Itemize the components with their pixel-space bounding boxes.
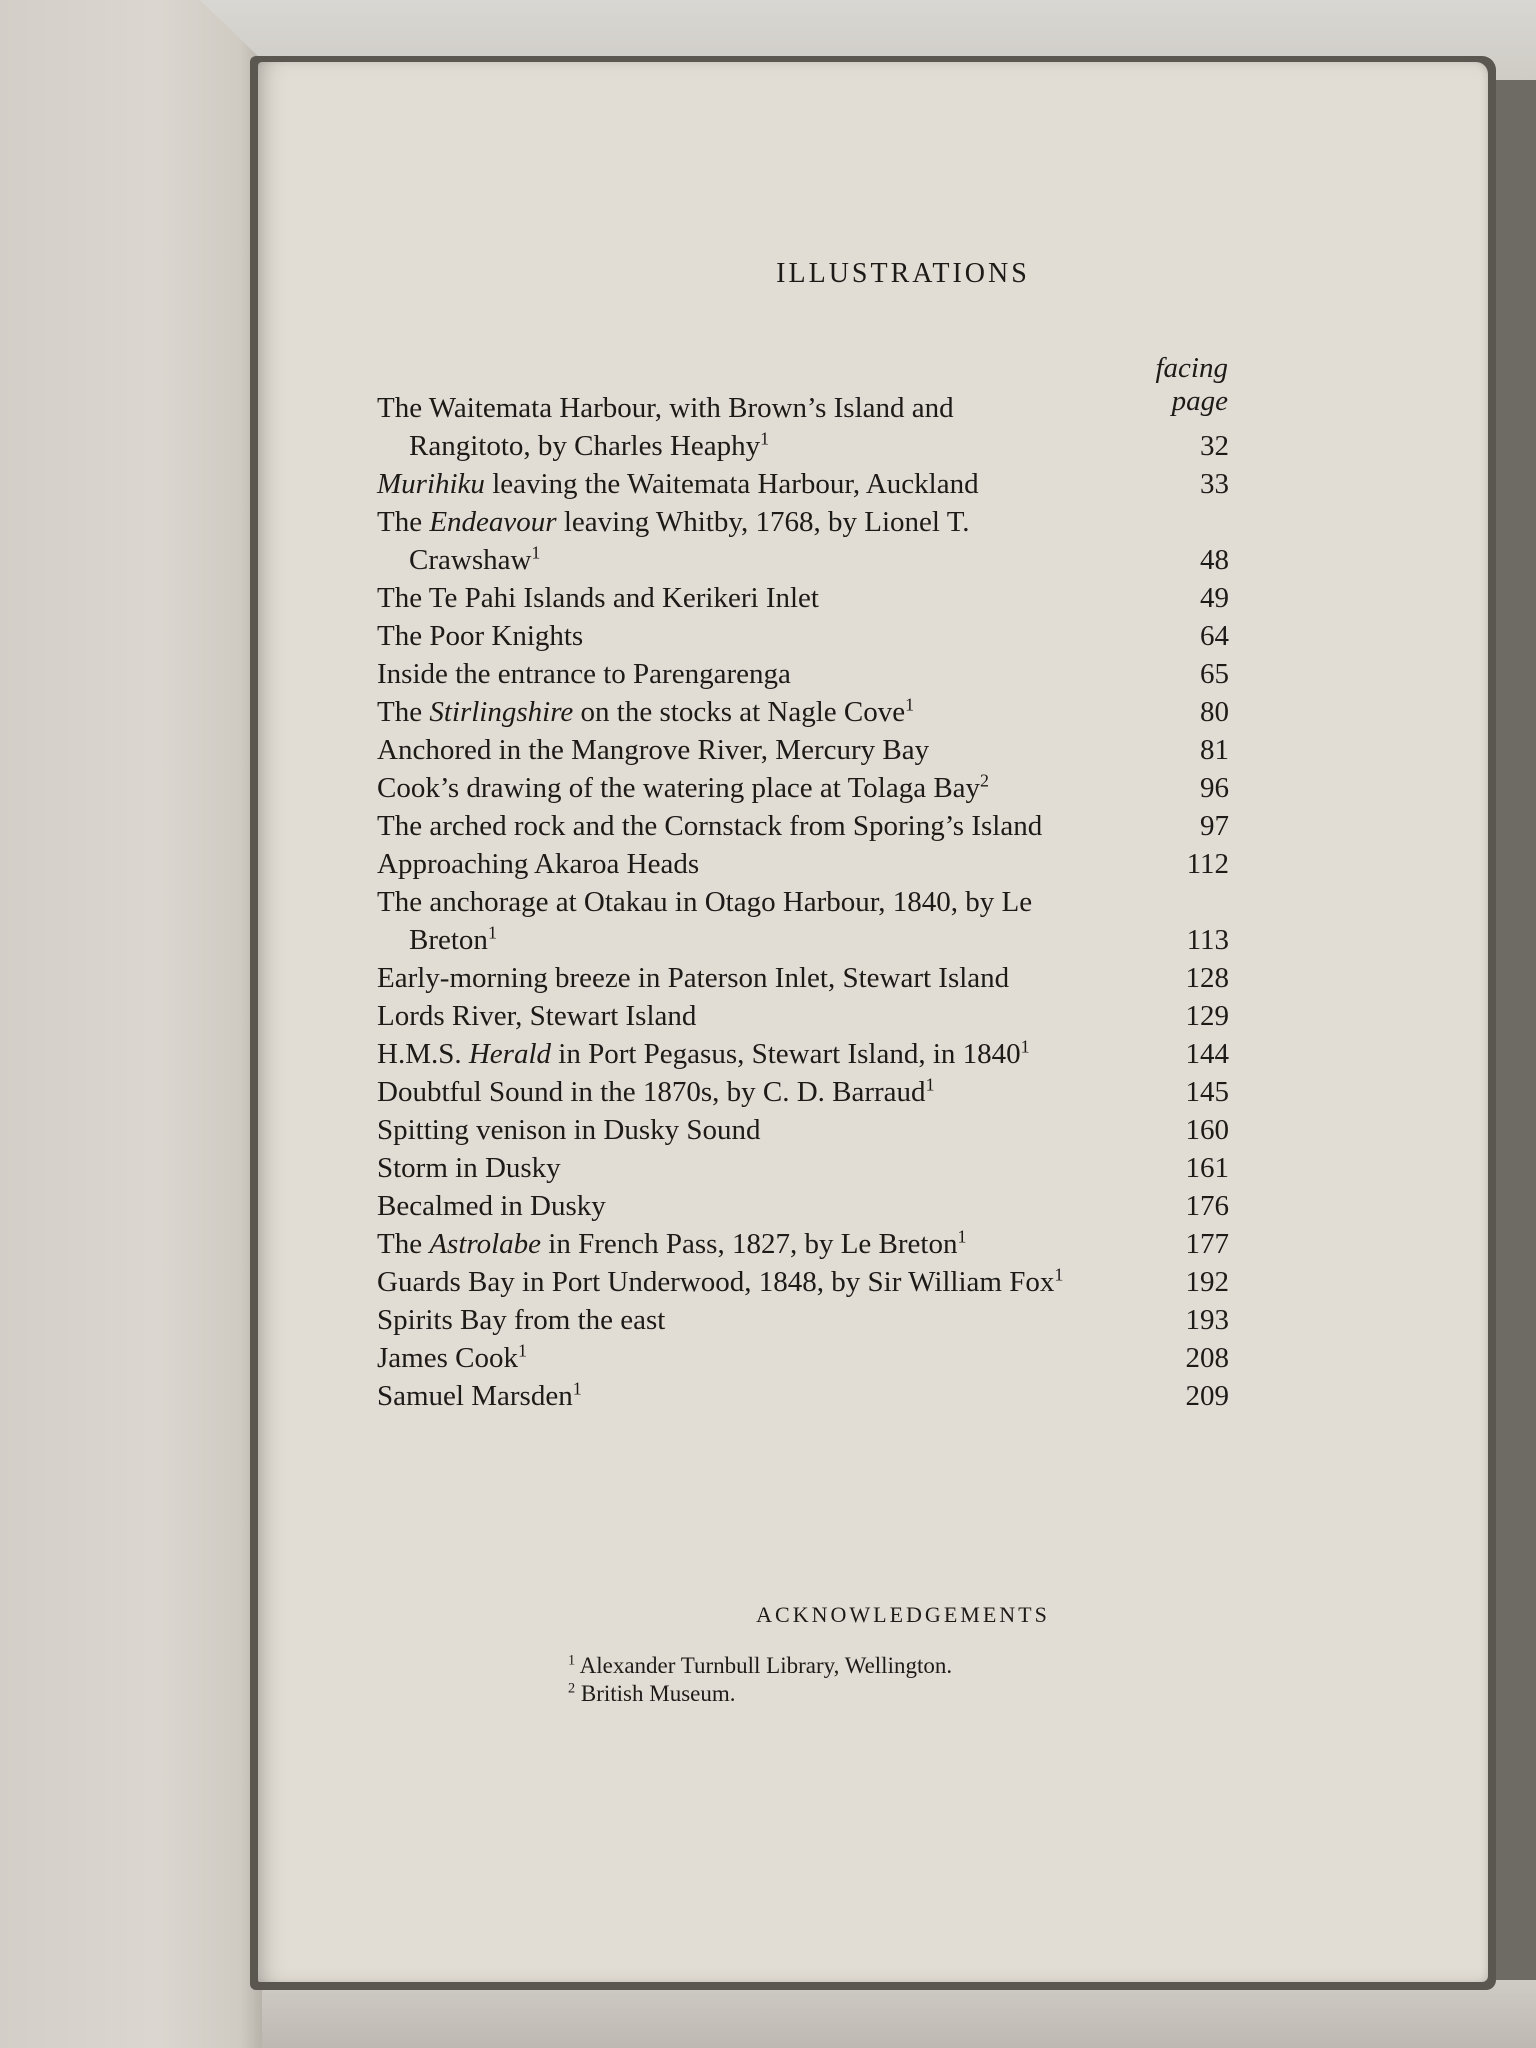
list-item bbox=[377, 1149, 1229, 1187]
entry-title bbox=[377, 1339, 1167, 1377]
footnote-marker: 1 bbox=[572, 1378, 582, 1399]
entry-title bbox=[377, 769, 1167, 807]
list-item bbox=[377, 1301, 1229, 1339]
entry-text: Anchored in the Mangrove River, Mercury Bay bbox=[377, 734, 930, 766]
list-item bbox=[377, 465, 1229, 503]
entry-text: Doubtful Sound in the 1870s, by C. D. Barraud bbox=[377, 1076, 926, 1108]
entry-text: Inside the entrance to Parengarenga bbox=[377, 658, 791, 690]
page-number: 145 bbox=[1185, 1076, 1229, 1108]
entry-title bbox=[377, 655, 1167, 693]
entry-text: Approaching Akaroa Heads bbox=[377, 848, 700, 880]
page-number: 193 bbox=[1185, 1304, 1229, 1336]
entry-title bbox=[377, 1035, 1167, 1073]
list-item bbox=[377, 1073, 1229, 1111]
entry-text: leaving Whitby, 1768, by Lionel T. bbox=[556, 506, 970, 538]
acknowledgements-title: ACKNOWLEDGEMENTS bbox=[756, 1602, 1050, 1627]
illustrations-list bbox=[377, 389, 1229, 1415]
entry-line bbox=[377, 1190, 606, 1222]
acknowledgements-heading bbox=[258, 1602, 1388, 1628]
entry-text: Spitting venison in Dusky Sound bbox=[377, 1114, 761, 1146]
list-item bbox=[377, 655, 1229, 693]
entry-text: on the stocks at Nagle Cove bbox=[573, 696, 906, 728]
entry-text-prefix: H.M.S. bbox=[377, 1038, 469, 1070]
page-number: 129 bbox=[1185, 1000, 1229, 1032]
entry-line bbox=[377, 658, 791, 690]
facing-page-label: facing page bbox=[1155, 352, 1228, 417]
entry-title bbox=[377, 389, 1167, 465]
entry-text-prefix: The bbox=[377, 506, 430, 538]
entry-title bbox=[377, 1111, 1167, 1149]
entry-title bbox=[377, 997, 1167, 1035]
entry-title bbox=[377, 1073, 1167, 1111]
acknowledgement-item bbox=[568, 1652, 952, 1680]
entry-line bbox=[377, 1228, 966, 1260]
vessel-name: Stirlingshire bbox=[429, 696, 574, 728]
page-number: 64 bbox=[1200, 620, 1229, 652]
entry-title bbox=[377, 693, 1167, 731]
entry-title bbox=[377, 1301, 1167, 1339]
footnote-marker: 1 bbox=[1020, 1036, 1030, 1057]
entry-title bbox=[377, 1263, 1167, 1301]
list-item bbox=[377, 807, 1229, 845]
list-item bbox=[377, 1111, 1229, 1149]
list-item bbox=[377, 997, 1229, 1035]
page-number: 97 bbox=[1200, 810, 1229, 842]
left-page bbox=[0, 0, 262, 2048]
footnote-marker: 2 bbox=[568, 1680, 576, 1697]
page-number: 49 bbox=[1200, 582, 1229, 614]
entry-text: The Te Pahi Islands and Kerikeri Inlet bbox=[377, 582, 819, 614]
entry-line bbox=[377, 696, 914, 728]
footnote-marker: 1 bbox=[568, 1652, 576, 1669]
entry-line bbox=[377, 582, 819, 614]
list-item bbox=[377, 1263, 1229, 1301]
acknowledgements-list bbox=[568, 1652, 952, 1708]
entry-title bbox=[377, 883, 1167, 959]
entry-line bbox=[377, 1380, 582, 1412]
entry-title bbox=[377, 959, 1167, 997]
list-item bbox=[377, 1187, 1229, 1225]
entry-title bbox=[377, 465, 1167, 503]
vessel-name: Endeavour bbox=[429, 506, 557, 538]
entry-text-continued: Rangitoto, by Charles Heaphy bbox=[409, 430, 761, 462]
entry-text-prefix: The bbox=[377, 696, 430, 728]
vessel-name: Astrolabe bbox=[429, 1228, 542, 1260]
entry-text: The Poor Knights bbox=[377, 620, 584, 652]
entry-line bbox=[377, 1266, 1063, 1298]
entry-title bbox=[377, 807, 1167, 845]
page-number: 209 bbox=[1185, 1380, 1229, 1412]
entry-line bbox=[377, 734, 929, 766]
entry-text: Lords River, Stewart Island bbox=[377, 1000, 697, 1032]
list-item bbox=[377, 731, 1229, 769]
acknowledgement-text: British Museum. bbox=[575, 1681, 736, 1706]
page-number: 160 bbox=[1185, 1114, 1229, 1146]
entry-text: Becalmed in Dusky bbox=[377, 1190, 606, 1222]
entry-title bbox=[377, 503, 1167, 579]
page-number: 48 bbox=[1200, 544, 1229, 576]
page-number: 176 bbox=[1185, 1190, 1229, 1222]
entry-text: leaving the Waitemata Harbour, Auckland bbox=[484, 468, 979, 500]
footnote-marker: 1 bbox=[1054, 1264, 1064, 1285]
list-item bbox=[377, 503, 1229, 579]
footnote-marker: 1 bbox=[517, 1340, 527, 1361]
page-number: 208 bbox=[1185, 1342, 1229, 1374]
list-item bbox=[377, 617, 1229, 655]
list-item bbox=[377, 389, 1229, 465]
book-page bbox=[258, 62, 1488, 1982]
entry-continuation bbox=[377, 921, 1167, 959]
entry-line bbox=[377, 620, 583, 652]
entry-line bbox=[377, 810, 1042, 842]
entry-text: James Cook bbox=[377, 1342, 518, 1374]
entry-continuation bbox=[377, 427, 1167, 465]
entry-continuation bbox=[377, 541, 1167, 579]
entry-line bbox=[377, 1114, 761, 1146]
list-item bbox=[377, 883, 1229, 959]
list-item bbox=[377, 845, 1229, 883]
acknowledgement-text: Alexander Turnbull Library, Wellington. bbox=[575, 1653, 953, 1678]
page-number: 113 bbox=[1186, 924, 1229, 956]
entry-text: The anchorage at Otakau in Otago Harbour, 1840, by Le bbox=[377, 886, 1033, 918]
entry-line bbox=[377, 1000, 696, 1032]
entry-title bbox=[377, 1225, 1167, 1263]
list-item bbox=[377, 579, 1229, 617]
page-number: 96 bbox=[1200, 772, 1229, 804]
entry-line bbox=[377, 886, 1032, 918]
page-number: 33 bbox=[1200, 468, 1229, 500]
footnote-marker: 1 bbox=[487, 922, 497, 943]
entry-text: in Port Pegasus, Stewart Island, in 1840 bbox=[551, 1038, 1021, 1070]
list-item bbox=[377, 959, 1229, 997]
entry-text-prefix: The bbox=[377, 1228, 430, 1260]
entry-line bbox=[377, 1038, 1030, 1070]
entry-text: Guards Bay in Port Underwood, 1848, by Sir William Fox bbox=[377, 1266, 1055, 1298]
entry-text: Spirits Bay from the east bbox=[377, 1304, 666, 1336]
page-title: ILLUSTRATIONS bbox=[776, 258, 1030, 289]
entry-text: Early-morning breeze in Paterson Inlet, Stewart Island bbox=[377, 962, 1010, 994]
page-number: 177 bbox=[1185, 1228, 1229, 1260]
entry-line bbox=[377, 506, 970, 538]
entry-title bbox=[377, 617, 1167, 655]
footnote-marker: 1 bbox=[925, 1074, 935, 1095]
list-item bbox=[377, 693, 1229, 731]
entry-text: Cook’s drawing of the watering place at Tolaga Bay bbox=[377, 772, 981, 804]
page-number: 32 bbox=[1200, 430, 1229, 462]
vessel-name: Murihiku bbox=[377, 468, 485, 500]
footnote-marker: 1 bbox=[957, 1226, 967, 1247]
page-number: 192 bbox=[1185, 1266, 1229, 1298]
footnote-marker: 1 bbox=[760, 428, 770, 449]
entry-text-continued: Crawshaw bbox=[409, 544, 532, 576]
page-number: 144 bbox=[1185, 1038, 1229, 1070]
page-number: 65 bbox=[1200, 658, 1229, 690]
entry-title bbox=[377, 1377, 1167, 1415]
footnote-marker: 1 bbox=[905, 694, 915, 715]
entry-text-continued: Breton bbox=[409, 924, 488, 956]
entry-title bbox=[377, 1149, 1167, 1187]
vessel-name: Herald bbox=[468, 1038, 552, 1070]
entry-text: Storm in Dusky bbox=[377, 1152, 561, 1184]
entry-text: The arched rock and the Cornstack from Sporing’s Island bbox=[377, 810, 1043, 842]
acknowledgement-item bbox=[568, 1680, 952, 1708]
entry-line bbox=[377, 392, 954, 424]
entry-line bbox=[377, 1152, 561, 1184]
page-heading bbox=[258, 258, 1378, 290]
entry-line bbox=[377, 1076, 935, 1108]
entry-text: in French Pass, 1827, by Le Breton bbox=[541, 1228, 958, 1260]
page-number: 112 bbox=[1186, 848, 1229, 880]
list-item bbox=[377, 1377, 1229, 1415]
list-item bbox=[377, 1225, 1229, 1263]
footnote-marker: 2 bbox=[980, 770, 990, 791]
page-number: 81 bbox=[1200, 734, 1229, 766]
page-number: 128 bbox=[1185, 962, 1229, 994]
entry-title bbox=[377, 579, 1167, 617]
list-item bbox=[377, 1339, 1229, 1377]
entry-text: Samuel Marsden bbox=[377, 1380, 573, 1412]
entry-line bbox=[377, 468, 979, 500]
list-item bbox=[377, 1035, 1229, 1073]
entry-text: The Waitemata Harbour, with Brown’s Island and bbox=[377, 392, 954, 424]
page-number: 80 bbox=[1200, 696, 1229, 728]
page-number: 161 bbox=[1185, 1152, 1229, 1184]
entry-line bbox=[377, 1304, 665, 1336]
entry-line bbox=[377, 772, 989, 804]
entry-line bbox=[377, 1342, 527, 1374]
list-item bbox=[377, 769, 1229, 807]
entry-line bbox=[377, 848, 699, 880]
entry-title bbox=[377, 1187, 1167, 1225]
footnote-marker: 1 bbox=[531, 542, 541, 563]
entry-title bbox=[377, 731, 1167, 769]
entry-title bbox=[377, 845, 1167, 883]
entry-line bbox=[377, 962, 1009, 994]
